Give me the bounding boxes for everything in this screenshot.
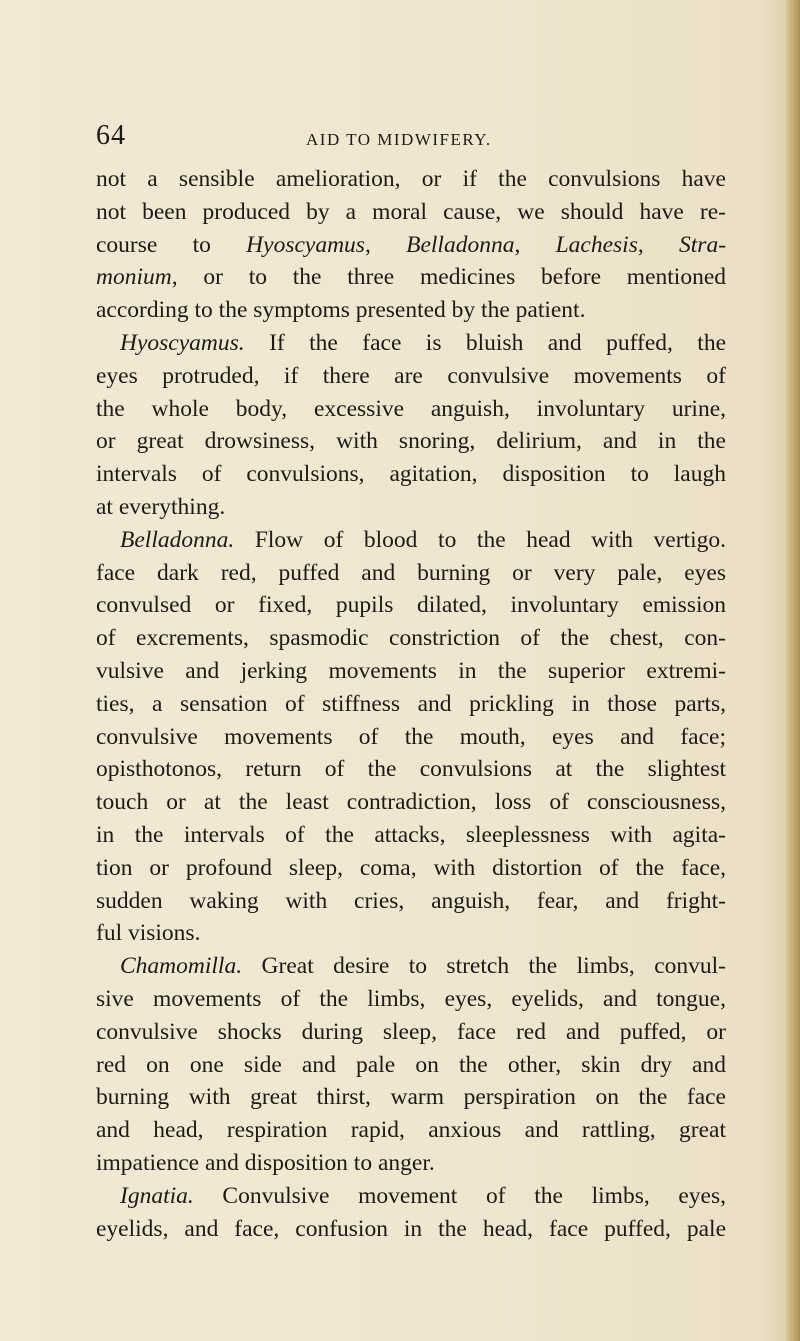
text-run: course to (96, 231, 247, 258)
text-run: convulsed or fixed, pupils dilated, involuntary emission (96, 592, 726, 619)
text-run: eyes protruded, if there are convulsive movements of (96, 362, 726, 389)
text-line (96, 950, 726, 983)
italic-term: Hyoscyamus (246, 231, 365, 258)
text-line (96, 163, 726, 196)
text-line (96, 1049, 726, 1082)
italic-term: Lachesis (555, 231, 638, 258)
text-line (96, 557, 726, 590)
text-line (96, 983, 726, 1016)
text-run: and head, respiration rapid, anxious and rattling, great (96, 1117, 726, 1144)
italic-term: monium (96, 264, 172, 291)
italic-term: Belladonna (406, 231, 515, 258)
text-run: at everything. (96, 493, 226, 520)
text-run: face dark red, puffed and burning or very pale, eyes (96, 559, 726, 586)
text-run: ties, a sensation of stiffness and prickling in those parts, (96, 690, 726, 717)
text-line (96, 1213, 726, 1246)
text-run: , (514, 231, 556, 258)
text-run: Great desire to stretch the limbs, convul- (242, 953, 726, 980)
text-run: intervals of convulsions, agitation, disposition to laugh (96, 461, 726, 488)
text-run: ful visions. (96, 920, 201, 947)
text-line (96, 1016, 726, 1049)
text-line (96, 196, 726, 229)
text-run: red on one side and pale on the other, skin dry and (96, 1051, 726, 1078)
text-line (96, 917, 726, 950)
page-header (96, 120, 716, 160)
italic-term: Belladonna. (120, 526, 235, 553)
text-run: in the intervals of the attacks, sleeplessness with agita- (96, 821, 726, 848)
text-line (96, 589, 726, 622)
text-run: touch or at the least contradiction, loss of consciousness, (96, 789, 726, 816)
text-run: burning with great thirst, warm perspiration on the face (96, 1084, 726, 1111)
text-line (96, 1147, 726, 1180)
text-run: sive movements of the limbs, eyes, eyelids, and tongue, (96, 985, 726, 1012)
text-line (96, 655, 726, 688)
text-line (96, 1081, 726, 1114)
italic-term: Ignatia. (120, 1182, 194, 1209)
text-run: , (637, 231, 680, 258)
text-line (96, 721, 726, 754)
text-run: convulsive shocks during sleep, face red and puffed, or (96, 1018, 726, 1045)
text-run: not a sensible amelioration, or if the convulsions have (96, 166, 726, 192)
text-line (96, 1114, 726, 1147)
text-line (96, 360, 726, 393)
text-line (96, 393, 726, 426)
text-run: or great drowsiness, with snoring, delirium, and in the (96, 428, 726, 455)
running-head: AID TO MIDWIFERY. (306, 130, 492, 149)
text-line (96, 753, 726, 786)
text-run: , (364, 231, 407, 258)
text-line (96, 786, 726, 819)
italic-term: Stra- (679, 231, 727, 258)
text-line (96, 491, 726, 524)
text-line (96, 819, 726, 852)
text-run: impatience and disposition to anger. (96, 1149, 435, 1176)
italic-term: Chamomilla. (120, 953, 243, 980)
text-run: If the face is bluish and puffed, the (244, 329, 726, 356)
text-run: of excrements, spasmodic constriction of the chest, con- (96, 625, 726, 652)
italic-term: Hyoscyamus. (120, 329, 245, 356)
text-line (96, 458, 726, 491)
text-line (96, 852, 726, 885)
text-line (96, 524, 726, 557)
text-run: Flow of blood to the head with vertigo. (234, 526, 726, 553)
text-line (96, 1180, 726, 1213)
body-text (96, 163, 726, 1245)
text-run: not been produced by a moral cause, we should have re- (96, 198, 726, 225)
text-run: tion or profound sleep, coma, with distortion of the face, (96, 854, 726, 881)
text-run: eyelids, and face, confusion in the head, face puffed, pale (96, 1215, 726, 1242)
text-run: sudden waking with cries, anguish, fear, and fright- (96, 887, 726, 914)
text-line (96, 229, 726, 262)
text-line (96, 688, 726, 721)
text-run: opisthotonos, return of the convulsions at the slightest (96, 756, 726, 783)
text-line (96, 425, 726, 458)
text-run: , or to the three medicines before mentioned (171, 264, 726, 291)
page-number: 64 (96, 120, 126, 151)
text-line (96, 261, 726, 294)
text-run: Convulsive movement of the limbs, eyes, (193, 1182, 726, 1209)
text-line (96, 327, 726, 360)
text-run: convulsive movements of the mouth, eyes and face; (96, 723, 726, 750)
page-edge (786, 0, 800, 1341)
text-line (96, 622, 726, 655)
text-line (96, 885, 726, 918)
text-run: according to the symptoms presented by the patient. (96, 297, 586, 324)
text-run: the whole body, excessive anguish, involuntary urine, (96, 395, 726, 422)
text-line (96, 294, 726, 327)
text-run: vulsive and jerking movements in the superior extremi- (96, 657, 726, 684)
